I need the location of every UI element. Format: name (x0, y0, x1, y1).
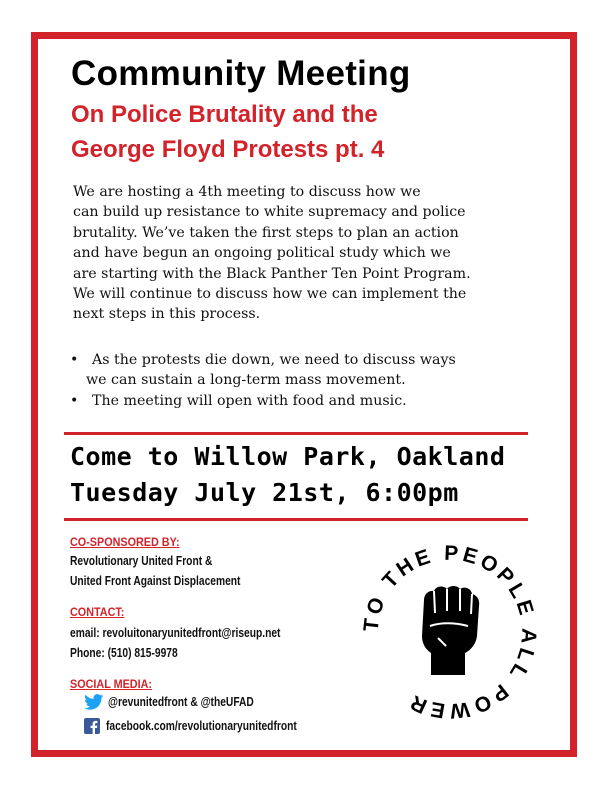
social-label: SOCIAL MEDIA: (70, 677, 153, 691)
cosponsor-names (70, 551, 240, 591)
bullet-marker: • (70, 352, 79, 368)
logo-ring-text: TO THE PEOPLE ALL POWER (360, 542, 540, 722)
cosponsor-label: CO-SPONSORED BY: (70, 535, 180, 549)
bullet-item (70, 391, 550, 411)
raised-fist-logo (360, 542, 540, 722)
paragraph-line: are starting with the Black Panther Ten Point Program. (73, 265, 471, 282)
contact-phone: Phone: (510) 815-9978 (70, 646, 178, 660)
facebook-f-icon (84, 718, 100, 734)
contact-label: CONTACT: (70, 605, 125, 619)
description-paragraph (73, 182, 543, 325)
bullet-marker: • (70, 392, 79, 409)
paragraph-line: We will continue to discuss how we can implement the (73, 286, 467, 303)
bullet-text: As the protests die down, we need to discuss ways (92, 352, 456, 368)
event-datetime: Tuesday July 21st, 6:00pm (70, 478, 459, 507)
social-facebook (84, 718, 339, 734)
cosponsor-line: Revolutionary United Front & (70, 554, 213, 568)
bullet-list (70, 350, 550, 411)
subtitle-line: On Police Brutality and the (71, 101, 378, 128)
facebook-url: facebook.com/revolutionaryunitedfront (106, 719, 297, 733)
paragraph-line: brutality. We’ve taken the first steps to plan an action (73, 224, 459, 241)
paragraph-line: and have begun an ongoing political study which we (73, 245, 451, 262)
social-twitter (84, 694, 286, 710)
bullet-text: we can sustain a long-term mass movement. (86, 372, 406, 389)
event-location: Come to Willow Park, Oakland (70, 442, 506, 471)
twitter-bird-icon (84, 694, 104, 710)
bullet-item-continued (70, 370, 550, 390)
divider-bottom (64, 518, 528, 521)
cosponsor-line: United Front Against Displacement (70, 574, 241, 588)
bullet-item (70, 350, 550, 370)
paragraph-line: can build up resistance to white supremacy and police (73, 204, 466, 221)
divider-top (64, 432, 528, 435)
raised-fist-icon (422, 586, 479, 675)
page-subtitle (71, 97, 541, 167)
contact-email: email: revoluitonaryunitedfront@riseup.net (70, 626, 281, 640)
paragraph-line: We are hosting a 4th meeting to discuss how we (73, 184, 421, 200)
subtitle-line: George Floyd Protests pt. 4 (71, 136, 385, 163)
page-title: Community Meeting (71, 54, 411, 93)
paragraph-line: next steps in this process. (73, 306, 261, 323)
bullet-text: The meeting will open with food and music. (92, 392, 407, 409)
twitter-handles: @revunitedfront & @theUFAD (108, 695, 254, 709)
contact-details (70, 623, 280, 663)
